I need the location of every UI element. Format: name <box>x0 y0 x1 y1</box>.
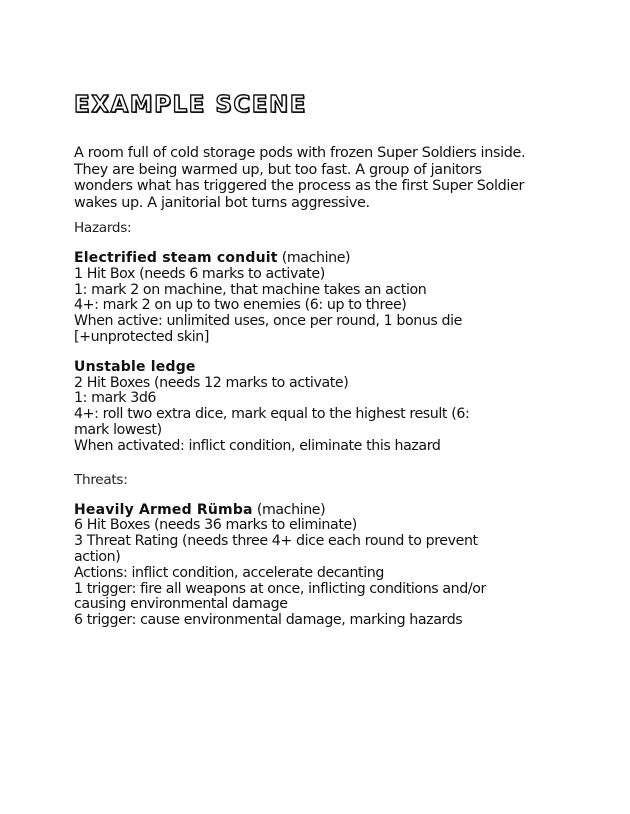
threats-label: Threats: <box>74 471 128 488</box>
hazard-line: 1: mark 3d6 <box>74 390 157 407</box>
hazard-line: mark lowest) <box>74 421 162 438</box>
threat-line: 6 trigger: cause environmental damage, marking hazards <box>74 612 463 629</box>
threat-line: Actions: inflict condition, accelerate decanting <box>74 564 384 581</box>
hazard-name: Electrified steam conduit <box>74 250 278 266</box>
threat-line: 3 Threat Rating (needs three 4+ dice each round to prevent <box>74 533 478 550</box>
threat-line: action) <box>74 548 121 565</box>
hazard-line: 2 Hit Boxes (needs 12 marks to activate) <box>74 374 349 391</box>
hazard-line: 1: mark 2 on machine, that machine takes an action <box>74 281 427 298</box>
threat-name: Heavily Armed Rümba <box>74 501 253 518</box>
threat-type: (machine) <box>252 501 326 518</box>
document-page <box>74 92 544 643</box>
threat-line: 6 Hit Boxes (needs 36 marks to eliminate) <box>74 517 357 534</box>
page-title: EXAMPLE SCENE <box>74 92 307 118</box>
hazard-heading <box>74 251 544 267</box>
hazard-name: Unstable ledge <box>74 358 196 375</box>
hazard-block <box>74 360 544 455</box>
intro-paragraph: A room full of cold storage pods with frozen Super Soldiers inside. They are being warmed up, but too fast. A group of janitors wonders what has triggered the process as the first Super Soldier wakes up. A janitorial bot turns aggressive. <box>74 145 526 211</box>
threat-block <box>74 503 544 629</box>
threat-heading <box>74 503 544 519</box>
hazard-line: When activated: inflict condition, eliminate this hazard <box>74 437 441 454</box>
threat-line: causing environmental damage <box>74 596 288 613</box>
hazard-type: (machine) <box>277 250 351 266</box>
hazard-line: When active: unlimited uses, once per round, 1 bonus die <box>74 313 463 330</box>
hazard-line: 1 Hit Box (needs 6 marks to activate) <box>74 265 325 282</box>
hazard-heading <box>74 360 544 376</box>
hazard-line: [+unprotected skin] <box>74 328 209 345</box>
hazard-block <box>74 251 544 346</box>
hazard-line: 4+: mark 2 on up to two enemies (6: up to three) <box>74 297 407 314</box>
hazards-label: Hazards: <box>74 220 132 236</box>
hazard-line: 4+: roll two extra dice, mark equal to the highest result (6: <box>74 406 470 423</box>
threat-line: 1 trigger: fire all weapons at once, inflicting conditions and/or <box>74 580 486 597</box>
